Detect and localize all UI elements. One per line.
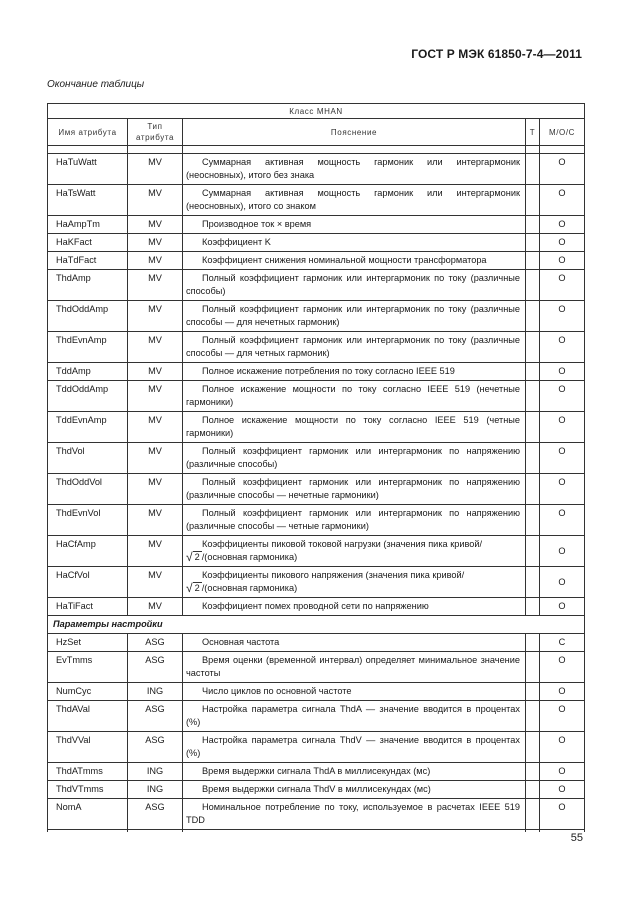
attribute-type: MV	[128, 412, 183, 443]
table-row	[48, 799, 585, 830]
column-header-t: T	[526, 119, 540, 146]
attribute-t	[526, 443, 540, 474]
attribute-description: Суммарная активная мощность гармоник или интергармоник (неосновных), итого без знака	[183, 154, 526, 185]
table-row	[48, 683, 585, 701]
attribute-name: EvTmms	[48, 652, 128, 683]
table-row	[48, 598, 585, 616]
attribute-type: MV	[128, 567, 183, 598]
attribute-moc: O	[540, 332, 585, 363]
attribute-description: Коэффициент помех проводной сети по напряжению	[183, 598, 526, 616]
sqrt-argument: 2	[194, 583, 200, 593]
attribute-t	[526, 652, 540, 683]
attribute-type: MV	[128, 154, 183, 185]
table-row	[48, 363, 585, 381]
table-row	[48, 412, 585, 443]
attribute-t	[526, 598, 540, 616]
attribute-moc: O	[540, 598, 585, 616]
attribute-moc: O	[540, 270, 585, 301]
attribute-description: Суммарная активная мощность гармоник или интергармоник (неосновных), итого со знаком	[183, 185, 526, 216]
attribute-type: MV	[128, 598, 183, 616]
attribute-moc: O	[540, 474, 585, 505]
attribute-name: TddEvnAmp	[48, 412, 128, 443]
attribute-type: MV	[128, 474, 183, 505]
attribute-type: MV	[128, 536, 183, 567]
attribute-moc: O	[540, 185, 585, 216]
description-line: Коэффициенты пиковой токовой нагрузки (значения пика кривой/	[202, 539, 483, 549]
attribute-type: MV	[128, 363, 183, 381]
attribute-description: Основная частота	[183, 634, 526, 652]
attribute-name: ThdATmms	[48, 763, 128, 781]
table-row	[48, 154, 585, 185]
attribute-t	[526, 252, 540, 270]
sqrt-symbol: √	[186, 581, 193, 595]
attribute-moc: O	[540, 443, 585, 474]
attribute-type: MV	[128, 270, 183, 301]
attribute-t	[526, 216, 540, 234]
attribute-moc: O	[540, 301, 585, 332]
table-row	[48, 634, 585, 652]
attribute-type: ING	[128, 763, 183, 781]
attribute-type: MV	[128, 185, 183, 216]
tail-cell	[48, 830, 128, 833]
attribute-moc: O	[540, 652, 585, 683]
table-row	[48, 185, 585, 216]
column-header-row	[48, 119, 585, 146]
description-line: /(основная гармоника)	[201, 583, 298, 593]
attribute-name: HaTuWatt	[48, 154, 128, 185]
tail-cell	[128, 830, 183, 833]
attribute-type: MV	[128, 381, 183, 412]
column-header-moc: M/O/C	[540, 119, 585, 146]
attribute-moc: O	[540, 381, 585, 412]
attribute-description	[183, 536, 526, 567]
attribute-t	[526, 270, 540, 301]
attribute-name: ThdEvnAmp	[48, 332, 128, 363]
attribute-moc: C	[540, 634, 585, 652]
table-row	[48, 536, 585, 567]
attribute-name: HaCfVol	[48, 567, 128, 598]
table-row	[48, 781, 585, 799]
attribute-type: ASG	[128, 652, 183, 683]
table-row	[48, 701, 585, 732]
attribute-t	[526, 505, 540, 536]
attribute-name: HaTdFact	[48, 252, 128, 270]
attribute-name: HaTsWatt	[48, 185, 128, 216]
column-header-name: Имя атрибута	[48, 119, 128, 146]
attribute-t	[526, 683, 540, 701]
table-row	[48, 332, 585, 363]
tail-cell	[183, 830, 526, 833]
table-row	[48, 732, 585, 763]
attribute-type: ASG	[128, 799, 183, 830]
attribute-t	[526, 185, 540, 216]
attribute-table	[47, 103, 585, 832]
attribute-name: TddAmp	[48, 363, 128, 381]
attribute-description: Полный коэффициент гармоник или интергармоник по напряжению (различные способы — четные гармоники)	[183, 505, 526, 536]
attribute-type: MV	[128, 234, 183, 252]
attribute-name: ThdVVal	[48, 732, 128, 763]
attribute-name: ThdAmp	[48, 270, 128, 301]
attribute-moc: O	[540, 412, 585, 443]
table-row	[48, 567, 585, 598]
spacer-row	[48, 146, 585, 154]
attribute-t	[526, 381, 540, 412]
table-row	[48, 252, 585, 270]
attribute-description: Полное искажение мощности по току согласно IEEE 519 (нечетные гармоники)	[183, 381, 526, 412]
attribute-type: MV	[128, 252, 183, 270]
sqrt-argument: 2	[194, 552, 200, 562]
table-row	[48, 443, 585, 474]
attribute-name: ThdOddAmp	[48, 301, 128, 332]
attribute-moc: O	[540, 567, 585, 598]
attribute-description: Коэффициент снижения номинальной мощности трансформатора	[183, 252, 526, 270]
attribute-type: ASG	[128, 701, 183, 732]
attribute-description	[183, 567, 526, 598]
table-row	[48, 216, 585, 234]
description-line: Коэффициенты пикового напряжения (значения пика кривой/	[202, 570, 465, 580]
table-row	[48, 301, 585, 332]
section-row	[48, 616, 585, 634]
column-header-description: Пояснение	[183, 119, 526, 146]
attribute-moc: O	[540, 701, 585, 732]
attribute-type: ING	[128, 683, 183, 701]
attribute-name: HzSet	[48, 634, 128, 652]
attribute-description: Номинальное потребление по току, используемое в расчетах IEEE 519 TDD	[183, 799, 526, 830]
attribute-t	[526, 332, 540, 363]
attribute-moc: O	[540, 154, 585, 185]
attribute-t	[526, 634, 540, 652]
table-row	[48, 505, 585, 536]
attribute-t	[526, 781, 540, 799]
attribute-description: Полный коэффициент гармоник или интергармоник по току (различные способы — для нечетных гармоник)	[183, 301, 526, 332]
attribute-description: Время выдержки сигнала ThdV в миллисекундах (мс)	[183, 781, 526, 799]
page-number: 55	[570, 832, 583, 844]
attribute-type: MV	[128, 301, 183, 332]
attribute-moc: O	[540, 216, 585, 234]
attribute-description: Полный коэффициент гармоник или интергармоник по току (различные способы)	[183, 270, 526, 301]
tail-cell	[526, 830, 540, 833]
attribute-moc: O	[540, 781, 585, 799]
attribute-type: ASG	[128, 634, 183, 652]
class-title: Класс MHAN	[48, 104, 585, 119]
attribute-t	[526, 567, 540, 598]
attribute-description: Время выдержки сигнала ThdA в миллисекундах (мс)	[183, 763, 526, 781]
attribute-name: ThdAVal	[48, 701, 128, 732]
attribute-description: Полный коэффициент гармоник или интергармоник по напряжению (различные способы — нечетные гармоники)	[183, 474, 526, 505]
attribute-t	[526, 799, 540, 830]
document-header: ГОСТ Р МЭК 61850-7-4—2011	[411, 47, 582, 61]
attribute-type: MV	[128, 216, 183, 234]
table-row	[48, 381, 585, 412]
attribute-description: Производное ток × время	[183, 216, 526, 234]
attribute-name: ThdOddVol	[48, 474, 128, 505]
attribute-t	[526, 701, 540, 732]
attribute-t	[526, 763, 540, 781]
attribute-name: HaKFact	[48, 234, 128, 252]
attribute-name: ThdEvnVol	[48, 505, 128, 536]
attribute-moc: O	[540, 799, 585, 830]
attribute-description: Время оценки (временной интервал) определяет минимальное значение частоты	[183, 652, 526, 683]
attribute-t	[526, 412, 540, 443]
class-title-row	[48, 104, 585, 119]
attribute-moc: O	[540, 763, 585, 781]
attribute-moc: O	[540, 732, 585, 763]
table-row	[48, 270, 585, 301]
attribute-type: MV	[128, 332, 183, 363]
attribute-name: ThdVol	[48, 443, 128, 474]
attribute-description: Полное искажение потребления по току согласно IEEE 519	[183, 363, 526, 381]
attribute-name: HaAmpTm	[48, 216, 128, 234]
attribute-t	[526, 154, 540, 185]
table-body	[48, 146, 585, 833]
attribute-t	[526, 732, 540, 763]
attribute-moc: O	[540, 252, 585, 270]
attribute-t	[526, 363, 540, 381]
attribute-t	[526, 234, 540, 252]
attribute-moc: O	[540, 363, 585, 381]
attribute-moc: O	[540, 234, 585, 252]
attribute-description: Полный коэффициент гармоник или интергармоник по напряжению (различные способы)	[183, 443, 526, 474]
attribute-name: NumCyc	[48, 683, 128, 701]
attribute-description: Число циклов по основной частоте	[183, 683, 526, 701]
attribute-description: Полное искажение мощности по току согласно IEEE 519 (четные гармоники)	[183, 412, 526, 443]
tail-row	[48, 830, 585, 833]
sqrt-symbol: √	[186, 550, 193, 564]
attribute-name: HaCfAmp	[48, 536, 128, 567]
attribute-moc: O	[540, 536, 585, 567]
attribute-moc: O	[540, 683, 585, 701]
attribute-description: Настройка параметра сигнала ThdA — значение вводится в процентах (%)	[183, 701, 526, 732]
attribute-description: Полный коэффициент гармоник или интергармоник по току (различные способы — для четных гармоник)	[183, 332, 526, 363]
attribute-type: ING	[128, 781, 183, 799]
table-row	[48, 652, 585, 683]
attribute-moc: O	[540, 505, 585, 536]
section-title: Параметры настройки	[48, 616, 585, 634]
attribute-t	[526, 301, 540, 332]
description-line: /(основная гармоника)	[201, 552, 298, 562]
table-row	[48, 474, 585, 505]
attribute-t	[526, 474, 540, 505]
attribute-name: HaTiFact	[48, 598, 128, 616]
attribute-description: Настройка параметра сигнала ThdV — значение вводится в процентах (%)	[183, 732, 526, 763]
table-row	[48, 763, 585, 781]
attribute-name: TddOddAmp	[48, 381, 128, 412]
table-row	[48, 234, 585, 252]
attribute-name: NomA	[48, 799, 128, 830]
table-caption: Окончание таблицы	[47, 79, 145, 90]
attribute-t	[526, 536, 540, 567]
column-header-type: Тип атрибута	[128, 119, 183, 146]
attribute-type: MV	[128, 443, 183, 474]
attribute-type: MV	[128, 505, 183, 536]
attribute-description: Коэффициент K	[183, 234, 526, 252]
attribute-type: ASG	[128, 732, 183, 763]
attribute-name: ThdVTmms	[48, 781, 128, 799]
